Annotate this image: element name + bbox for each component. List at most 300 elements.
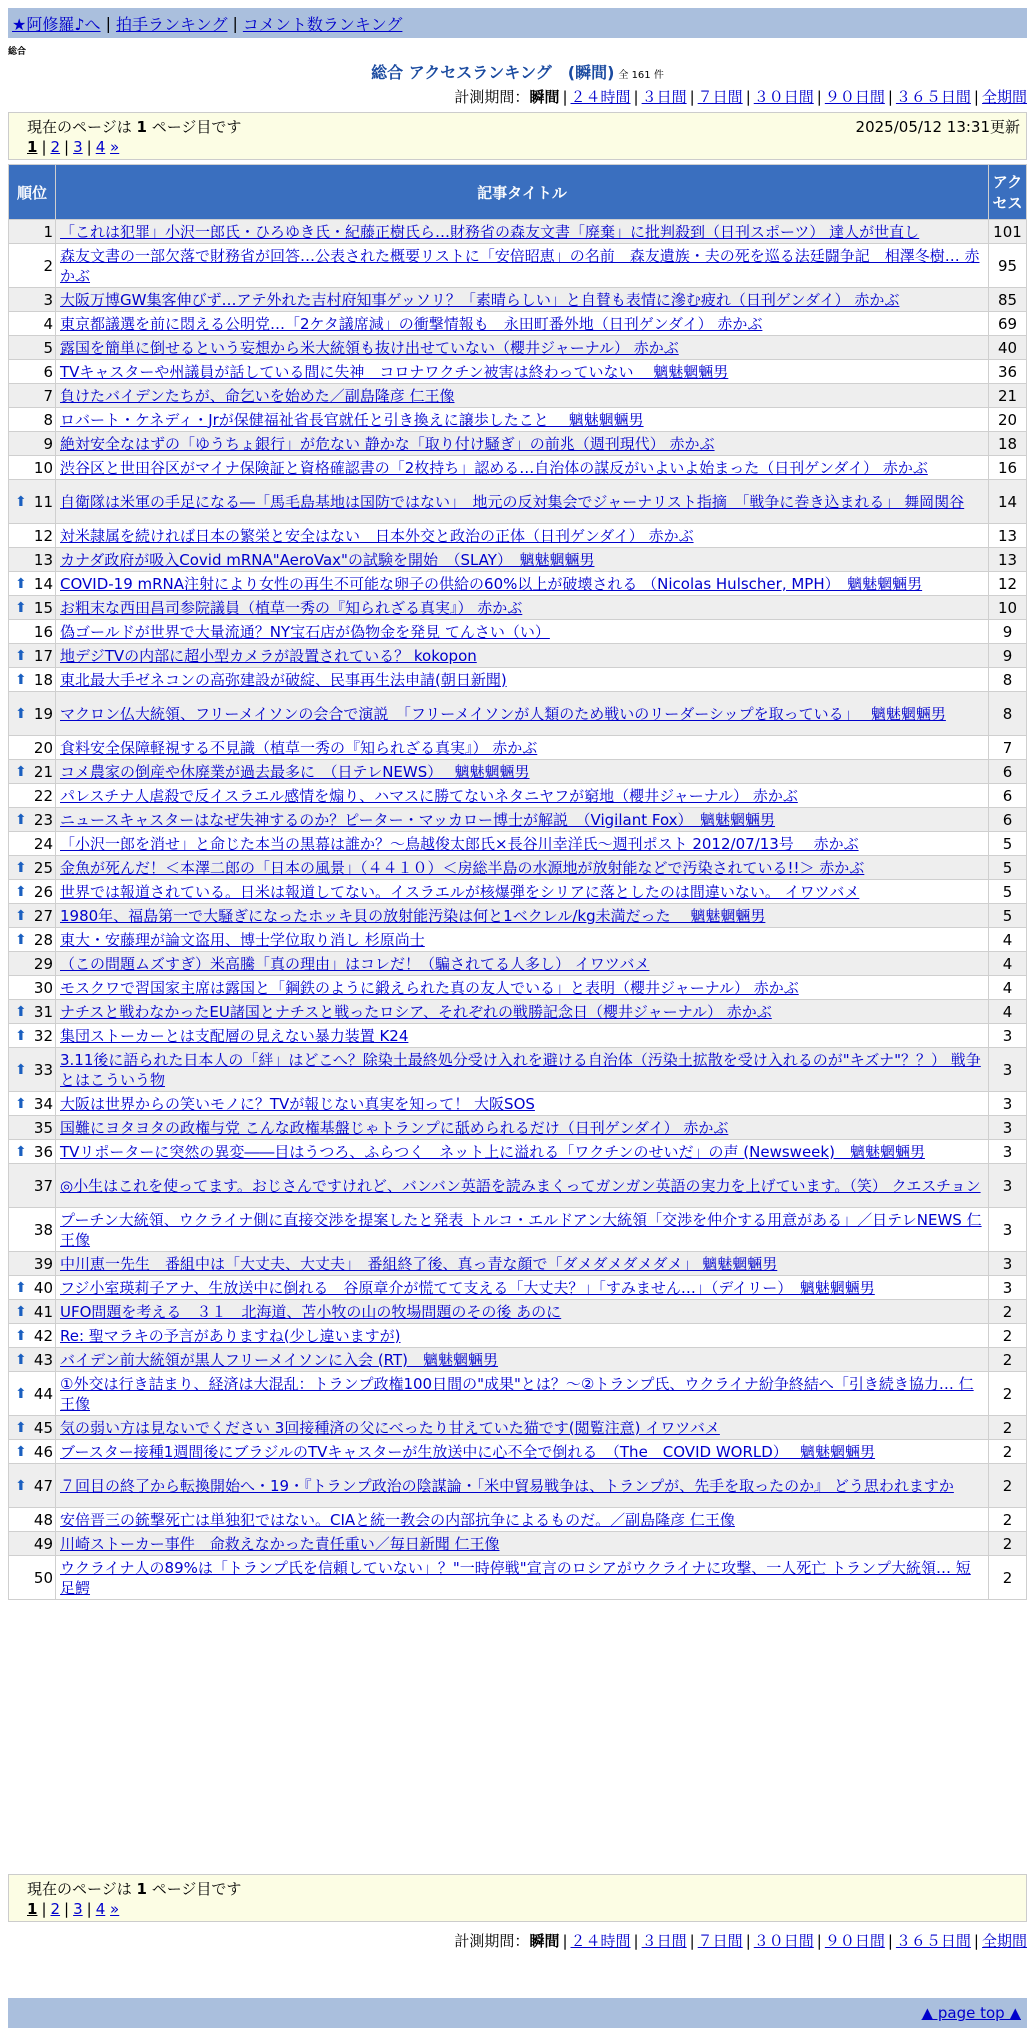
current-page-text: 現在のページは 1 ページ目です bbox=[27, 118, 242, 136]
article-title-link[interactable]: 中川恵一先生 番組中は「大丈夫、大丈夫」 番組終了後、真っ青な顔で「ダメダメダメダメ」 魑魅魍魎男 bbox=[60, 1254, 778, 1273]
article-title-link[interactable]: ウクライナ人の89%は「トランプ氏を信頼していない」？"一時停戦"宣言のロシアがウクライナに攻撃、一人死亡 トランプ大統領… 短足鰐 bbox=[60, 1558, 971, 1597]
access-count: 14 bbox=[989, 480, 1027, 524]
table-row bbox=[9, 760, 1027, 784]
rank-cell bbox=[9, 976, 56, 1000]
title-cell bbox=[56, 760, 989, 784]
table-row bbox=[9, 432, 1027, 456]
table-row bbox=[9, 1000, 1027, 1024]
article-title-link[interactable]: 東北最大手ゼネコンの高弥建設が破綻、民事再生法申請(朝日新聞) bbox=[60, 670, 507, 689]
pager-separator: | bbox=[64, 138, 70, 156]
article-title-link[interactable]: ナチスと戦わなかったEU諸国とナチスと戦ったロシア、それぞれの戦勝記念日（櫻井ジャーナル） 赤かぶ bbox=[60, 1002, 772, 1021]
access-count: 2 bbox=[989, 1532, 1027, 1556]
title-cell bbox=[56, 408, 989, 432]
title-cell bbox=[56, 1300, 989, 1324]
section-label: 総合 bbox=[8, 47, 27, 57]
table-row bbox=[9, 480, 1027, 524]
rank-cell bbox=[9, 1324, 56, 1348]
title-cell bbox=[56, 456, 989, 480]
table-row bbox=[9, 572, 1027, 596]
article-title-link[interactable]: ①外交は行き詰まり、経済は大混乱：トランプ政権100日間の"成果"とは？〜②トランプ氏、ウクライナ紛争終結へ「引き続き協力… 仁王像 bbox=[60, 1374, 974, 1413]
pager-page-link[interactable]: 3 bbox=[73, 1900, 83, 1918]
rank-number: 1 bbox=[43, 222, 53, 241]
title-cell bbox=[56, 692, 989, 736]
rank-cell bbox=[9, 1252, 56, 1276]
article-title-link[interactable]: TVリポーターに突然の異変――目はうつろ、ふらつく ネット上に溢れる「ワクチンのせいだ」の声 (Newsweek) 魑魅魍魎男 bbox=[60, 1142, 925, 1161]
pager-next-link[interactable]: » bbox=[110, 1900, 120, 1918]
rank-number: 5 bbox=[43, 338, 53, 357]
title-cell bbox=[56, 668, 989, 692]
rank-number: 45 bbox=[33, 1418, 53, 1437]
title-cell bbox=[56, 1372, 989, 1416]
rank-cell bbox=[9, 760, 56, 784]
period-separator: | bbox=[689, 88, 695, 106]
period-option[interactable]: 全期間 bbox=[981, 88, 1027, 106]
table-row bbox=[9, 220, 1027, 244]
rank-cell bbox=[9, 1348, 56, 1372]
title-cell bbox=[56, 880, 989, 904]
pager-page-link[interactable]: 3 bbox=[73, 138, 83, 156]
nav-clap-ranking-link[interactable]: 拍手ランキング bbox=[115, 14, 228, 34]
title-cell bbox=[56, 572, 989, 596]
rank-cell bbox=[9, 288, 56, 312]
access-count: 3 bbox=[989, 1024, 1027, 1048]
rank-cell bbox=[9, 432, 56, 456]
article-title-link[interactable]: ロバート・ケネディ・Jrが保健福祉省長官就任と引き換えに譲歩したこと 魑魅魍魎男 bbox=[60, 410, 644, 429]
title-cell bbox=[56, 784, 989, 808]
article-title-link[interactable]: 対米隷属を続ければ日本の繁栄と安全はない 日本外交と政治の正体（日刊ゲンダイ） 赤かぶ bbox=[60, 526, 694, 545]
table-row bbox=[9, 1140, 1027, 1164]
article-title-link[interactable]: 3.11後に語られた日本人の「絆」はどこへ？除染土最終処分受け入れを避ける自治体（汚染土拡散を受け入れるのが"キズナ"？？） 戦争とはこういう物 bbox=[60, 1050, 981, 1089]
table-row bbox=[9, 856, 1027, 880]
rank-cell bbox=[9, 384, 56, 408]
title-cell bbox=[56, 1348, 989, 1372]
period-option[interactable]: ９０日間 bbox=[824, 1932, 885, 1950]
rank-number: 15 bbox=[33, 598, 53, 617]
pager-page-link[interactable]: 2 bbox=[50, 138, 61, 156]
period-separator: | bbox=[562, 88, 568, 106]
article-title-link[interactable]: 集団ストーカーとは支配層の見えない暴力装置 K24 bbox=[60, 1026, 409, 1045]
column-header-rank: 順位 bbox=[9, 165, 56, 220]
arrow-up-icon: ⬆ bbox=[15, 1143, 27, 1160]
title-cell bbox=[56, 1024, 989, 1048]
rank-number: 35 bbox=[33, 1118, 53, 1137]
arrow-up-icon: ⬆ bbox=[15, 1279, 27, 1296]
article-title-link[interactable]: 森友文書の一部欠落で財務省が回答…公表された概要リストに「安倍昭恵」の名前 森友遺族・夫の死を巡る法廷闘争記 相澤冬樹… 赤かぶ bbox=[60, 246, 980, 285]
table-row bbox=[9, 736, 1027, 760]
table-row bbox=[9, 524, 1027, 548]
rank-cell bbox=[9, 856, 56, 880]
access-count: 3 bbox=[989, 1252, 1027, 1276]
ranking-table bbox=[8, 164, 1027, 1600]
arrow-up-icon: ⬆ bbox=[15, 859, 27, 876]
period-option[interactable]: ７日間 bbox=[697, 1932, 743, 1950]
rank-number: 18 bbox=[33, 670, 53, 689]
table-row bbox=[9, 808, 1027, 832]
arrow-up-icon: ⬆ bbox=[15, 493, 27, 510]
period-separator: | bbox=[745, 1932, 751, 1950]
pager-separator: | bbox=[64, 1900, 70, 1918]
article-title-link[interactable]: 1980年、福島第一で大騒ぎになったホッキ貝の放射能汚染は何と1ベクレル/kg未満だった 魑魅魍魎男 bbox=[60, 906, 766, 925]
article-title-link[interactable]: （この問題ムズすぎ）米高騰「真の理由」はコレだ！（騙されてる人多し） イワツバメ bbox=[60, 954, 650, 973]
table-row bbox=[9, 644, 1027, 668]
rank-number: 23 bbox=[33, 810, 53, 829]
column-header-access: アクセス bbox=[989, 165, 1027, 220]
article-title-link[interactable]: UFO問題を考える ３１ 北海道、苫小牧の山の牧場問題のその後 あのに bbox=[60, 1302, 562, 1321]
table-row bbox=[9, 1116, 1027, 1140]
arrow-up-icon: ⬆ bbox=[15, 1327, 27, 1344]
access-count: 95 bbox=[989, 244, 1027, 288]
access-count: 5 bbox=[989, 832, 1027, 856]
updated-timestamp: 2025/05/12 13:31更新 bbox=[855, 118, 1020, 136]
article-title-link[interactable]: 食料安全保障軽視する不見識（植草一秀の『知られざる真実』） 赤かぶ bbox=[60, 738, 538, 757]
access-count: 40 bbox=[989, 336, 1027, 360]
arrow-up-icon: ⬆ bbox=[15, 763, 27, 780]
rank-cell bbox=[9, 1508, 56, 1532]
arrow-up-icon: ⬆ bbox=[15, 931, 27, 948]
pager bbox=[27, 1900, 119, 1918]
article-title-link[interactable]: 露国を簡単に倒せるという妄想から米大統領も抜け出せていない（櫻井ジャーナル） 赤かぶ bbox=[60, 338, 679, 357]
rank-number: 49 bbox=[33, 1534, 53, 1553]
access-count: 2 bbox=[989, 1440, 1027, 1464]
period-separator: | bbox=[633, 1932, 639, 1950]
period-option[interactable]: ２４時間 bbox=[570, 1932, 631, 1950]
article-title-link[interactable]: 「これは犯罪」小沢一郎氏・ひろゆき氏・紀藤正樹氏ら…財務省の森友文書「廃棄」に批判殺到（日刊スポーツ） 達人が世直し bbox=[60, 222, 920, 241]
rank-number: 16 bbox=[33, 622, 53, 641]
title-cell bbox=[56, 360, 989, 384]
title-cell bbox=[56, 1556, 989, 1600]
table-header-row bbox=[9, 165, 1027, 220]
period-separator: | bbox=[887, 1932, 893, 1950]
rank-cell bbox=[9, 644, 56, 668]
access-count: 3 bbox=[989, 1048, 1027, 1092]
table-row bbox=[9, 548, 1027, 572]
rank-cell bbox=[9, 692, 56, 736]
rank-number: 48 bbox=[33, 1510, 53, 1529]
pager-separator: | bbox=[86, 138, 92, 156]
arrow-up-icon: ⬆ bbox=[15, 1061, 27, 1078]
rank-cell bbox=[9, 548, 56, 572]
title-cell bbox=[56, 832, 989, 856]
access-count: 2 bbox=[989, 1300, 1027, 1324]
access-count: 5 bbox=[989, 856, 1027, 880]
table-row bbox=[9, 1556, 1027, 1600]
rank-cell bbox=[9, 880, 56, 904]
table-row bbox=[9, 1324, 1027, 1348]
article-title-link[interactable]: ７回目の終了から転換開始へ・19・『トランプ政治の陰謀論・「米中貿易戦争は、トランプが、先手を取ったのか』 どう思われますか bbox=[60, 1476, 954, 1495]
top-nav-bar bbox=[8, 8, 1027, 38]
article-title-link[interactable]: 自衛隊は米軍の手足になる―「馬毛島基地は国防ではない」 地元の反対集会でジャーナリスト指摘 「戦争に巻き込まれる」 舞岡関谷 bbox=[60, 492, 965, 511]
table-row bbox=[9, 1348, 1027, 1372]
arrow-up-icon: ⬆ bbox=[15, 599, 27, 616]
title-cell bbox=[56, 1440, 989, 1464]
pager bbox=[27, 138, 119, 156]
period-option[interactable]: ９０日間 bbox=[824, 88, 885, 106]
access-count: 8 bbox=[989, 692, 1027, 736]
rank-number: 46 bbox=[33, 1442, 53, 1461]
rank-cell bbox=[9, 1208, 56, 1252]
rank-number: 8 bbox=[43, 410, 53, 429]
table-row bbox=[9, 596, 1027, 620]
table-row bbox=[9, 1252, 1027, 1276]
table-row bbox=[9, 384, 1027, 408]
article-title-link[interactable]: 地デジTVの内部に超小型カメラが設置されている？ kokopon bbox=[60, 646, 477, 665]
period-separator: | bbox=[562, 1932, 568, 1950]
access-count: 3 bbox=[989, 1164, 1027, 1208]
pager-next-link[interactable]: » bbox=[110, 138, 120, 156]
access-count: 12 bbox=[989, 572, 1027, 596]
access-count: 6 bbox=[989, 784, 1027, 808]
column-header-title: 記事タイトル bbox=[56, 165, 989, 220]
article-title-link[interactable]: マクロン仏大統領、フリーメイソンの会合で演説 「フリーメイソンが人類のため戦いのリーダーシップを取っている」 魑魅魍魎男 bbox=[60, 704, 946, 723]
article-title-link[interactable]: 「小沢一郎を消せ」と命じた本当の黒幕は誰か？〜鳥越俊太郎氏×長谷川幸洋氏〜週刊ポスト 2012/07/13号 赤かぶ bbox=[60, 834, 859, 853]
article-title-link[interactable]: 川崎ストーカー事件 命救えなかった責任重い／毎日新聞 仁王像 bbox=[60, 1534, 500, 1553]
period-option[interactable]: ３０日間 bbox=[753, 1932, 814, 1950]
title-cell bbox=[56, 1276, 989, 1300]
table-row bbox=[9, 1416, 1027, 1440]
period-option[interactable]: ３日間 bbox=[641, 1932, 687, 1950]
period-option[interactable]: ７日間 bbox=[697, 88, 743, 106]
table-row bbox=[9, 880, 1027, 904]
rank-number: 17 bbox=[33, 646, 53, 665]
title-cell bbox=[56, 808, 989, 832]
rank-cell bbox=[9, 360, 56, 384]
table-row bbox=[9, 784, 1027, 808]
table-row bbox=[9, 692, 1027, 736]
article-title-link[interactable]: カナダ政府が吸入Covid mRNA"AeroVax"の試験を開始 （SLAY） 魑魅魍魎男 bbox=[60, 550, 595, 569]
rank-number: 30 bbox=[33, 978, 53, 997]
title-cell bbox=[56, 1048, 989, 1092]
title-cell bbox=[56, 1324, 989, 1348]
arrow-up-icon: ⬆ bbox=[15, 647, 27, 664]
article-title-link[interactable]: ニュースキャスターはなぜ失神するのか？ピーター・マッカロー博士が解説 （Vigilant Fox） 魑魅魍魎男 bbox=[60, 810, 776, 829]
access-count: 2 bbox=[989, 1556, 1027, 1600]
article-title-link[interactable]: 負けたバイデンたちが、命乞いを始めた／副島隆彦 仁王像 bbox=[60, 386, 455, 405]
access-count: 16 bbox=[989, 456, 1027, 480]
title-cell bbox=[56, 220, 989, 244]
rank-number: 21 bbox=[33, 762, 53, 781]
arrow-up-icon: ⬆ bbox=[15, 883, 27, 900]
article-title-link[interactable]: 大阪は世界からの笑いモノに？TVが報じない真実を知って！ 大阪SOS bbox=[60, 1094, 535, 1113]
nav-home-link[interactable]: ★阿修羅♪へ bbox=[12, 14, 101, 34]
title-cell bbox=[56, 620, 989, 644]
rank-number: 4 bbox=[43, 314, 53, 333]
rank-cell bbox=[9, 1000, 56, 1024]
access-count: 6 bbox=[989, 760, 1027, 784]
access-count: 9 bbox=[989, 644, 1027, 668]
article-title-link[interactable]: 気の弱い方は見ないでください 3回接種済の父にべったり甘えていた猫です(閲覧注意) イワツバメ bbox=[60, 1418, 720, 1437]
rank-cell bbox=[9, 1416, 56, 1440]
title-cell bbox=[56, 1508, 989, 1532]
title-cell bbox=[56, 976, 989, 1000]
access-count: 4 bbox=[989, 976, 1027, 1000]
article-title-link[interactable]: ブースター接種1週間後にブラジルのTVキャスターが生放送中に心不全で倒れる （The COVID WORLD） 魑魅魍魎男 bbox=[60, 1442, 876, 1461]
access-count: 5 bbox=[989, 880, 1027, 904]
rank-cell bbox=[9, 1532, 56, 1556]
rank-cell bbox=[9, 1048, 56, 1092]
rank-cell bbox=[9, 668, 56, 692]
access-count: 2 bbox=[989, 1348, 1027, 1372]
article-title-link[interactable]: お粗末な西田昌司参院議員（植草一秀の『知られざる真実』） 赤かぶ bbox=[60, 598, 523, 617]
article-title-link[interactable]: TVキャスターや州議員が話している間に失神 コロナワクチン被害は終わっていない 魑魅魍魎男 bbox=[60, 362, 729, 381]
rank-cell bbox=[9, 1372, 56, 1416]
arrow-up-icon: ⬆ bbox=[15, 705, 27, 722]
rank-number: 26 bbox=[33, 882, 53, 901]
nav-comment-ranking-link[interactable]: コメント数ランキング bbox=[242, 14, 403, 34]
rank-number: 7 bbox=[43, 386, 53, 405]
rank-number: 31 bbox=[33, 1002, 53, 1021]
access-count: 21 bbox=[989, 384, 1027, 408]
table-row bbox=[9, 1092, 1027, 1116]
article-title-link[interactable]: 国難にヨタヨタの政権与党 こんな政権基盤じゃトランプに舐められるだけ（日刊ゲンダイ） 赤かぶ bbox=[60, 1118, 729, 1137]
rank-number: 50 bbox=[33, 1568, 53, 1587]
article-title-link[interactable]: 金魚が死んだ！＜本澤二郎の「日本の風景」（４４１０）＜房総半島の水源地が放射能などで汚染されている!!＞ 赤かぶ bbox=[60, 858, 865, 877]
pager-separator: | bbox=[41, 1900, 47, 1918]
title-cell bbox=[56, 928, 989, 952]
access-count: 2 bbox=[989, 1508, 1027, 1532]
rank-number: 43 bbox=[33, 1350, 53, 1369]
title-cell bbox=[56, 336, 989, 360]
rank-number: 20 bbox=[33, 738, 53, 757]
rank-number: 33 bbox=[33, 1060, 53, 1079]
title-cell bbox=[56, 480, 989, 524]
bottom-bar bbox=[8, 1998, 1027, 2028]
rank-number: 34 bbox=[33, 1094, 53, 1113]
access-count: 6 bbox=[989, 808, 1027, 832]
article-title-link[interactable]: 絶対安全なはずの「ゆうちょ銀行」が危ない 静かな「取り付け騒ぎ」の前兆（週刊現代） 赤かぶ bbox=[60, 434, 715, 453]
article-title-link[interactable]: 世界では報道されている。日米は報道してない。イスラエルが核爆弾をシリアに落としたのは間違いない。 イワツバメ bbox=[60, 882, 860, 901]
rank-number: 14 bbox=[33, 574, 53, 593]
rank-cell bbox=[9, 1556, 56, 1600]
table-row bbox=[9, 288, 1027, 312]
access-count: 7 bbox=[989, 736, 1027, 760]
article-title-link[interactable]: 東大・安藤理が論文盗用、博士学位取り消し 杉原尚士 bbox=[60, 930, 425, 949]
rank-cell bbox=[9, 456, 56, 480]
rank-number: 41 bbox=[33, 1302, 53, 1321]
access-count: 69 bbox=[989, 312, 1027, 336]
table-row bbox=[9, 456, 1027, 480]
table-row bbox=[9, 1440, 1027, 1464]
title-cell bbox=[56, 1000, 989, 1024]
rank-number: 11 bbox=[33, 492, 53, 511]
article-title-link[interactable]: 東京都議選を前に悶える公明党…「2ケタ議席減」の衝撃情報も 永田町番外地（日刊ゲンダイ） 赤かぶ bbox=[60, 314, 763, 333]
table-row bbox=[9, 976, 1027, 1000]
rank-cell bbox=[9, 1300, 56, 1324]
table-row bbox=[9, 408, 1027, 432]
rank-cell bbox=[9, 904, 56, 928]
title-cell bbox=[56, 596, 989, 620]
title-cell bbox=[56, 1252, 989, 1276]
period-option[interactable]: ３日間 bbox=[641, 88, 687, 106]
period-option[interactable]: 全期間 bbox=[981, 1932, 1027, 1950]
article-title-link[interactable]: プーチン大統領、ウクライナ側に直接交渉を提案したと発表 トルコ・エルドアン大統領「交渉を仲介する用意がある」／日テレNEWS 仁王像 bbox=[60, 1210, 982, 1249]
rank-cell bbox=[9, 1164, 56, 1208]
rank-number: 40 bbox=[33, 1278, 53, 1297]
pager-page-link[interactable]: 4 bbox=[95, 138, 106, 156]
rank-number: 32 bbox=[33, 1026, 53, 1045]
rank-number: 19 bbox=[33, 704, 53, 723]
table-row bbox=[9, 244, 1027, 288]
article-title-link[interactable]: パレスチナ人虐殺で反イスラエル感情を煽り、ハマスに勝てないネタニヤフが窮地（櫻井ジャーナル） 赤かぶ bbox=[60, 786, 798, 805]
rank-number: 25 bbox=[33, 858, 53, 877]
current-page-text: 現在のページは 1 ページ目です bbox=[27, 1880, 242, 1898]
arrow-up-icon: ⬆ bbox=[15, 671, 27, 688]
access-count: 36 bbox=[989, 360, 1027, 384]
arrow-up-icon: ⬆ bbox=[15, 575, 27, 592]
table-row bbox=[9, 1208, 1027, 1252]
rank-cell bbox=[9, 620, 56, 644]
access-count: 2 bbox=[989, 1372, 1027, 1416]
period-label: 計測期間： bbox=[454, 1932, 530, 1950]
period-separator: | bbox=[633, 88, 639, 106]
rank-cell bbox=[9, 220, 56, 244]
title-cell bbox=[56, 904, 989, 928]
access-count: 20 bbox=[989, 408, 1027, 432]
article-title-link[interactable]: Re: 聖マラキの予言がありますね(少し違いますが) bbox=[60, 1326, 401, 1345]
arrow-up-icon: ⬆ bbox=[15, 1027, 27, 1044]
access-count: 13 bbox=[989, 548, 1027, 572]
article-title-link[interactable]: 偽ゴールドが世界で大量流通？NY宝石店が偽物金を発見 てんさい（い） bbox=[60, 622, 550, 641]
rank-number: 39 bbox=[33, 1254, 53, 1273]
rank-cell bbox=[9, 928, 56, 952]
article-title-link[interactable]: 安倍晋三の銃撃死亡は単独犯ではない。CIAと統一教会の内部抗争によるものだ。／副島隆彦 仁王像 bbox=[60, 1510, 735, 1529]
article-title-link[interactable]: 大阪万博GW集客伸びず…アテ外れた吉村府知事ゲッソリ？「素晴らしい」と自賛も表情に滲む疲れ（日刊ゲンダイ） 赤かぶ bbox=[60, 290, 900, 309]
period-option: 瞬間 bbox=[529, 88, 560, 106]
period-option[interactable]: ３６５日間 bbox=[895, 88, 971, 106]
article-title-link[interactable]: 渋谷区と世田谷区がマイナ保険証と資格確認書の「2枚持ち」認める…自治体の謀反がいよいよ始まった（日刊ゲンダイ） 赤かぶ bbox=[60, 458, 928, 477]
total-count: 全 161 件 bbox=[618, 70, 664, 81]
article-title-link[interactable]: コメ農家の倒産や休廃業が過去最多に （日テレNEWS） 魑魅魍魎男 bbox=[60, 762, 530, 781]
rank-number: 12 bbox=[33, 526, 53, 545]
rank-number: 13 bbox=[33, 550, 53, 569]
rank-number: 47 bbox=[33, 1476, 53, 1495]
pager-page-link[interactable]: 2 bbox=[50, 1900, 61, 1918]
arrow-up-icon: ⬆ bbox=[15, 907, 27, 924]
period-option[interactable]: ３０日間 bbox=[753, 88, 814, 106]
period-option[interactable]: ２４時間 bbox=[570, 88, 631, 106]
pager-page-link[interactable]: 4 bbox=[95, 1900, 106, 1918]
rank-number: 29 bbox=[33, 954, 53, 973]
access-count: 8 bbox=[989, 668, 1027, 692]
access-count: 101 bbox=[989, 220, 1027, 244]
title-cell bbox=[56, 644, 989, 668]
rank-number: 24 bbox=[33, 834, 53, 853]
article-title-link[interactable]: モスクワで習国家主席は露国と「鋼鉄のように鍛えられた真の友人でいる」と表明（櫻井ジャーナル） 赤かぶ bbox=[60, 978, 799, 997]
access-count: 10 bbox=[989, 596, 1027, 620]
arrow-up-icon: ⬆ bbox=[15, 1385, 27, 1402]
title-cell bbox=[56, 1092, 989, 1116]
article-title-link[interactable]: バイデン前大統領が黒人フリーメイソンに入会 (RT) 魑魅魍魎男 bbox=[60, 1350, 499, 1369]
table-row bbox=[9, 1508, 1027, 1532]
period-option[interactable]: ３６５日間 bbox=[895, 1932, 971, 1950]
rank-number: 3 bbox=[43, 290, 53, 309]
table-row bbox=[9, 1464, 1027, 1508]
period-separator: | bbox=[887, 88, 893, 106]
article-title-link[interactable]: ◎小生はこれを使ってます。おじさんですけれど、バンバン英語を読みまくってガンガン英語の実力を上げています。（笑） クエスチョン bbox=[60, 1176, 981, 1195]
table-row bbox=[9, 312, 1027, 336]
access-count: 18 bbox=[989, 432, 1027, 456]
pager-separator: | bbox=[41, 138, 47, 156]
page-info-bottom bbox=[8, 1874, 1027, 1922]
access-count: 2 bbox=[989, 1464, 1027, 1508]
period-separator: | bbox=[973, 88, 979, 106]
page-top-link[interactable]: ▲ page top ▲ bbox=[921, 2004, 1021, 2022]
article-title-link[interactable]: フジ小室瑛莉子アナ、生放送中に倒れる 谷原章介が慌てて支える「大丈夫？」「すみません…」（デイリー） 魑魅魍魎男 bbox=[60, 1278, 875, 1297]
pager-current-page: 1 bbox=[27, 1900, 38, 1918]
table-row bbox=[9, 336, 1027, 360]
page-title: 総合 アクセスランキング (瞬間) bbox=[371, 63, 615, 82]
article-title-link[interactable]: COVID-19 mRNA注射により女性の再生不可能な卵子の供給の60%以上が破壊される （Nicolas Hulscher, MPH） 魑魅魍魎男 bbox=[60, 574, 923, 593]
page-title-line bbox=[0, 60, 1035, 83]
